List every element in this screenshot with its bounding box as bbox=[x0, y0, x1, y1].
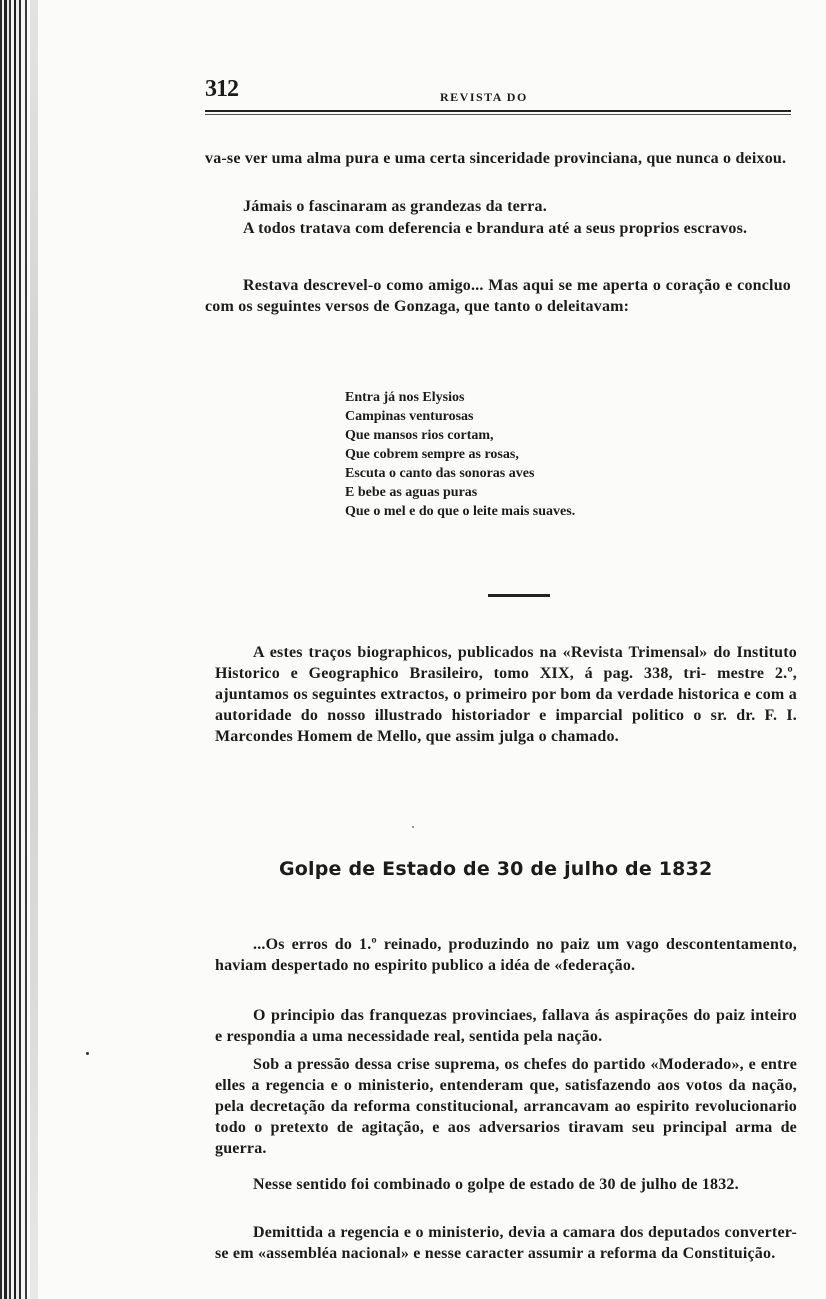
paragraph-2: Jámais o fascinaram as grandezas da terra. bbox=[243, 198, 547, 215]
scanned-page bbox=[205, 70, 797, 1262]
paragraph-7: O principio das franquezas provinciaes, fallava ás aspirações do paiz inteiro e respondia a uma necessidade real, sentida pela nação. bbox=[215, 1007, 797, 1045]
paragraph-1: va-se ver uma alma pura e uma certa sinceridade provinciana, que nunca o deixou. bbox=[205, 150, 787, 167]
paragraph-9: Nesse sentido foi combinado o golpe de estado de 30 de julho de 1832. bbox=[253, 1176, 739, 1193]
poem-line: Entra já nos Elysios bbox=[345, 390, 465, 405]
scan-speck bbox=[412, 826, 414, 828]
page-number: 312 bbox=[205, 76, 238, 102]
paragraph-4: Restava descrevel-o como amigo... Mas aqui se me aperta o coração e concluo com os seguintes versos de Gonzaga, que tanto o deleitavam: bbox=[205, 277, 791, 315]
header-rule bbox=[205, 110, 791, 112]
poem-line: Campinas venturosas bbox=[345, 409, 474, 424]
page-header bbox=[205, 70, 795, 110]
paragraph-3: A todos tratava com deferencia e brandura até a seus proprios escravos. bbox=[243, 220, 748, 237]
paragraph-10: Demittida a regencia e o ministerio, devia a camara dos deputados converter-se em «assembléa nacional» e nesse caracter assumir a reforma da Constituição. bbox=[215, 1224, 797, 1262]
header-rule-thin bbox=[205, 114, 791, 115]
paragraph-5: A estes traços biographicos, publicados na «Revista Trimensal» do Instituto Historico e Geographico Brasileiro, tomo XIX, á pag. 338, tri- mestre 2.º, ajuntamos os seguintes extractos, o primeiro por bom da verdade historica e com a autoridade do nosso illustrado historiador e imparcial politico o sr. dr. F. I. Marcondes Homem de Mello, que assim julga o chamado. bbox=[215, 644, 797, 745]
running-head: REVISTA DO bbox=[440, 90, 528, 104]
poem-line: E bebe as aguas puras bbox=[345, 485, 478, 500]
section-title: Golpe de Estado de 30 de julho de 1832 bbox=[279, 858, 713, 880]
poem-line: Que mansos rios cortam, bbox=[345, 428, 494, 443]
book-binding-edge bbox=[0, 0, 46, 1299]
section-separator bbox=[488, 594, 550, 597]
poem-line: Que cobrem sempre as rosas, bbox=[345, 447, 519, 462]
paragraph-6: ...Os erros do 1.º reinado, produzindo no paiz um vago descontentamento, haviam despertado no espirito publico a idéa de «federação. bbox=[215, 936, 797, 974]
binding-shadow bbox=[30, 0, 38, 1299]
scan-speck bbox=[86, 1052, 89, 1055]
paragraph-8: Sob a pressão dessa crise suprema, os chefes do partido «Moderado», e entre elles a regencia e o ministerio, entenderam que, satisfazendo aos votos da nação, pela decretação da reforma constitucional, arrancavam ao espirito revolucionario todo o pretexto de agitação, e aos adversarios tiravam seu principal arma de guerra. bbox=[215, 1056, 797, 1157]
poem-verses bbox=[345, 388, 575, 521]
poem-line: Escuta o canto das sonoras aves bbox=[345, 466, 535, 481]
poem-line: Que o mel e do que o leite mais suaves. bbox=[345, 504, 576, 519]
